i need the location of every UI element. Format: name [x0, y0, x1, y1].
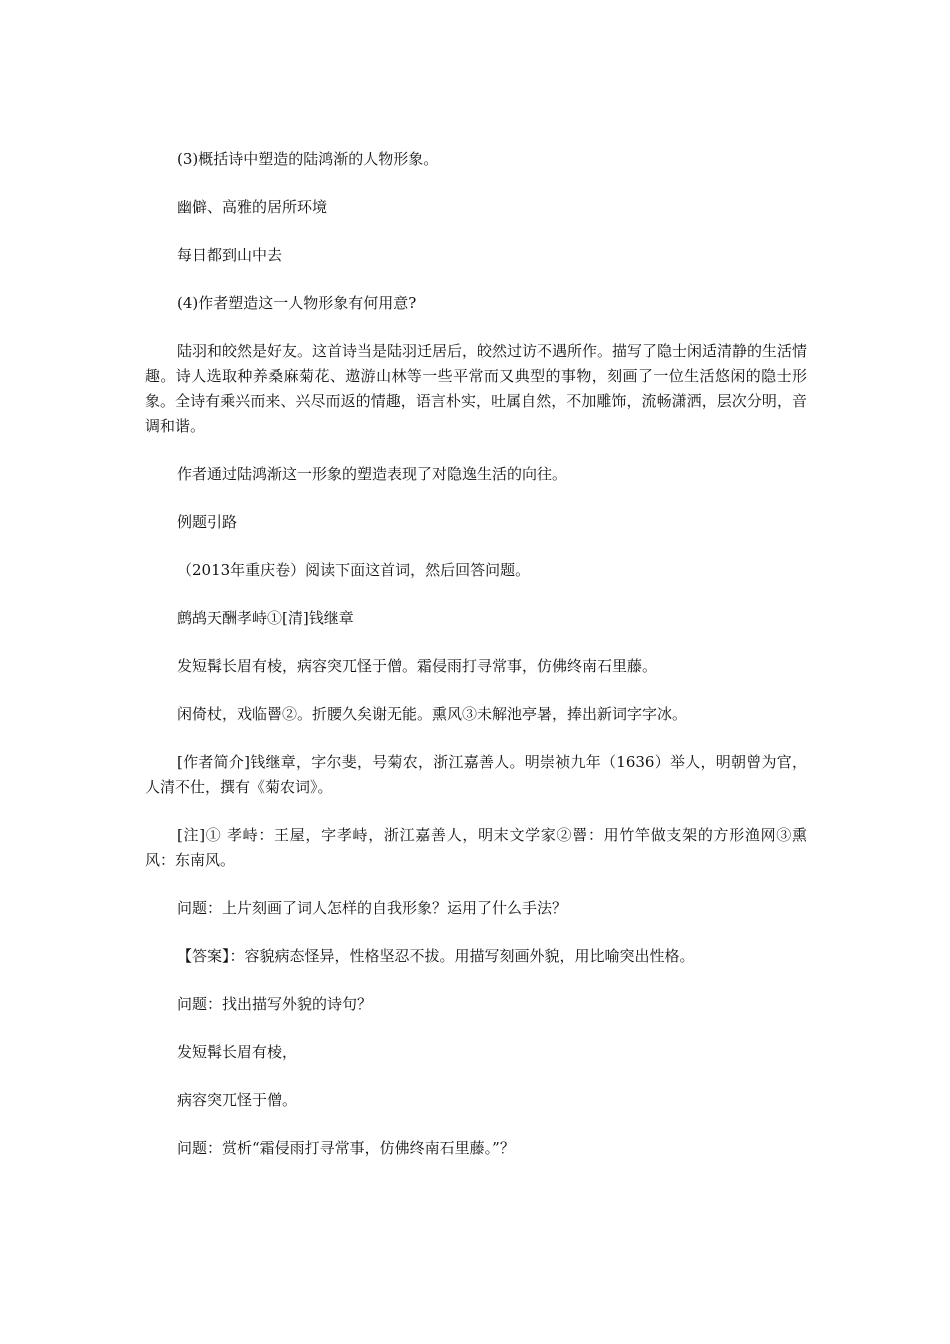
question-3: (3)概括诗中塑造的陆鸿渐的人物形象。 [177, 150, 439, 168]
question-appearance: 问题：找出描写外貌的诗句？ [177, 995, 373, 1013]
appearance-line-2: 病容突兀怪于僧。 [177, 1091, 298, 1109]
conclusion-paragraph: 作者通过陆鸿渐这一形象的塑造表现了对隐逸生活的向往。 [177, 465, 568, 483]
exam-source-line: （2013年重庆卷）阅读下面这首词，然后回答问题。 [177, 561, 531, 579]
annotations: [注]① 孝峙：王屋，字孝峙，浙江嘉善人，明末文学家②罾：用竹竿做支架的方形渔网③熏风：东南风。 [145, 826, 807, 869]
question-self-image: 问题：上片刻画了词人怎样的自我形象？运用了什么手法？ [177, 899, 568, 917]
analysis-paragraph: 陆羽和皎然是好友。这首诗当是陆羽迁居后，皎然过访不遇所作。描写了隐士闲适清静的生活情趣。诗人选取种养桑麻菊花、遨游山林等一些平常而又典型的事物，刻画了一位生活悠闲的隐士形象。全诗有乘兴而来、兴尽而返的情趣，语言朴实，吐属自然，不加雕饰，流畅潇洒，层次分明，音调和谐。 [145, 342, 808, 435]
poem-title: 鹧鸪天酬孝峙①[清]钱继章 [177, 609, 354, 627]
answer-line-1: 幽僻、高雅的居所环境 [177, 198, 328, 216]
answer-self-image: 【答案】：容貌病态怪异，性格坚忍不拔。用描写刻画外貌，用比喻突出性格。 [177, 947, 695, 965]
document-body [145, 147, 807, 1184]
section-heading-example: 例题引路 [177, 513, 238, 531]
question-4: (4)作者塑造这一人物形象有何用意? [177, 294, 417, 312]
poem-stanza-1: 发短髯长眉有棱，病容突兀怪于僧。霜侵雨打寻常事，仿佛终南石里藤。 [177, 657, 658, 675]
appearance-line-1: 发短髯长眉有棱， [177, 1043, 298, 1061]
answer-line-2: 每日都到山中去 [177, 246, 283, 264]
question-appreciation: 问题：赏析“霜侵雨打寻常事，仿佛终南石里藤。”？ [177, 1139, 515, 1157]
author-intro: [作者简介]钱继章，字尔斐，号菊农，浙江嘉善人。明崇祯九年（1636）举人，明朝曾为官，人清不仕，撰有《菊农词》。 [145, 753, 807, 796]
poem-stanza-2: 闲倚杖，戏临罾②。折腰久矣谢无能。熏风③未解池亭暑，捧出新词字字冰。 [177, 705, 688, 723]
